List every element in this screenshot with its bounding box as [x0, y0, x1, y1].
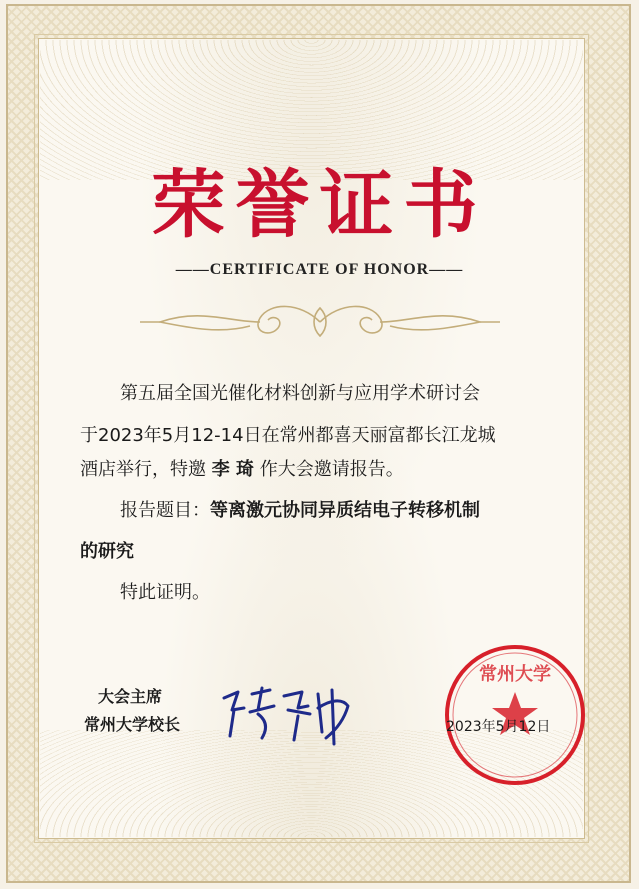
signatory-role-president: 常州大学校长	[84, 715, 181, 734]
body-line-2: 于2023年5月12-14日在常州都喜天丽富都长江龙城	[80, 425, 496, 446]
svg-text:常州大学: 常州大学	[479, 664, 551, 685]
report-title-line-1: 报告题目：等离激元协同异质结电子转移机制	[120, 500, 480, 521]
body-line-1: 第五届全国光催化材料创新与应用学术研讨会	[120, 383, 480, 404]
flourish-ornament-icon	[140, 298, 500, 346]
issue-date: 2023年5月12日	[446, 719, 551, 735]
signatory-role-chairman: 大会主席	[98, 687, 163, 706]
official-seal-icon	[440, 640, 590, 790]
invitee-name: 李 琦	[211, 459, 255, 480]
certificate-subtitle: ——CERTIFICATE OF HONOR——	[175, 261, 464, 278]
handwritten-signature-icon	[218, 680, 358, 750]
body-line-3: 酒店举行，特邀 李 琦 作大会邀请报告。	[80, 459, 404, 480]
report-title-line-2: 的研究	[80, 541, 134, 562]
certificate-title: 荣誉证书	[151, 162, 488, 248]
closing-statement: 特此证明。	[120, 582, 210, 603]
guilloche-pattern-top	[40, 40, 583, 180]
